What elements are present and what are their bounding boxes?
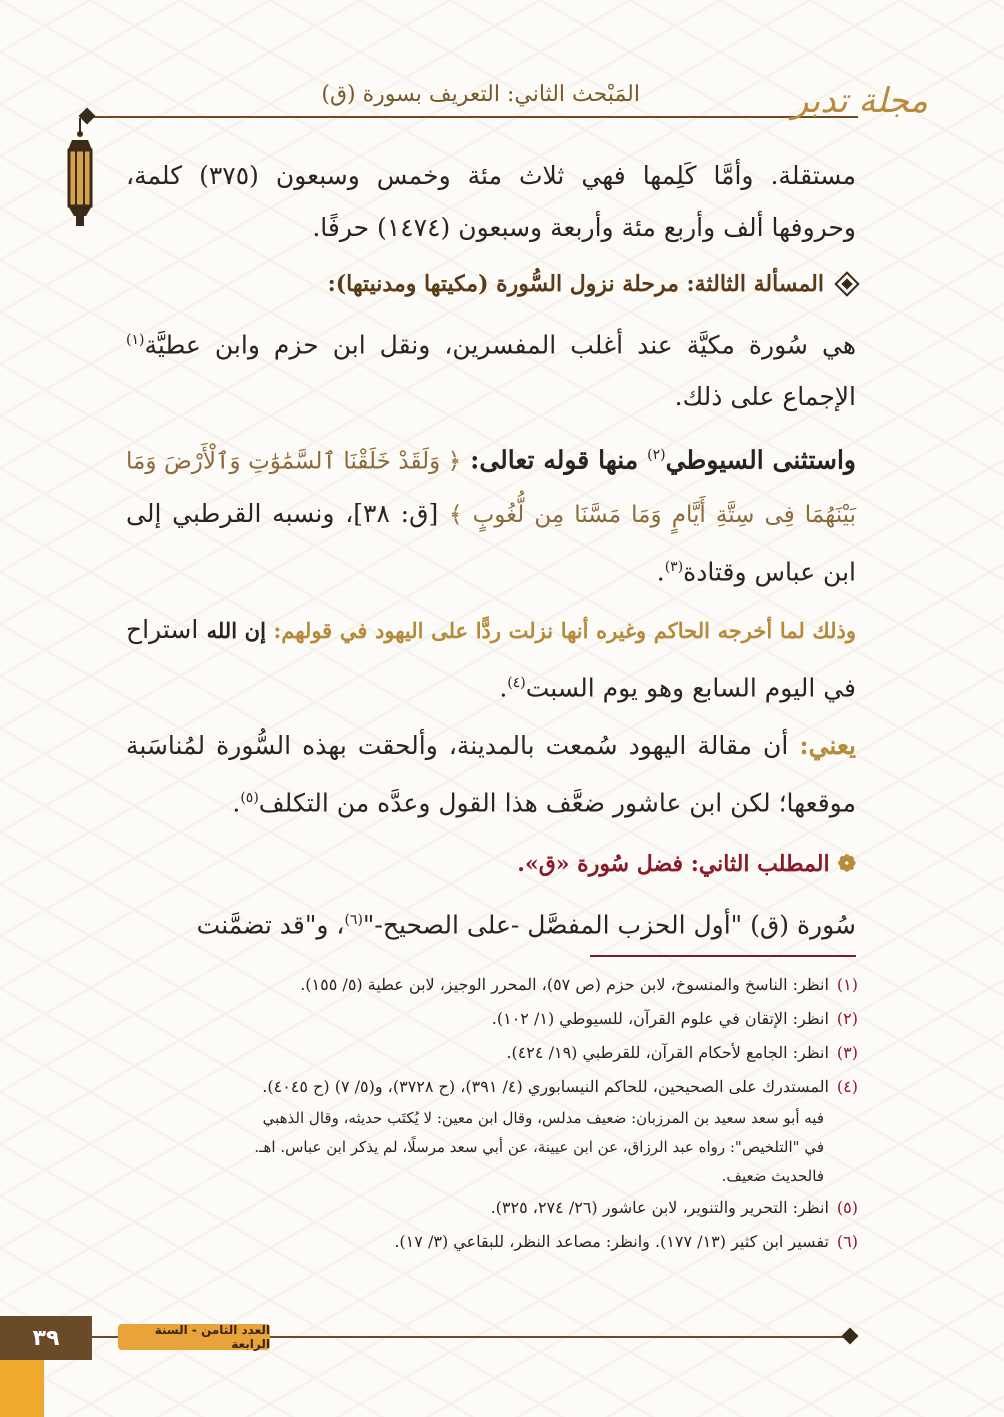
- paragraph-word-count: مستقلة. وأمَّا كَلِمها فهي ثلاث مئة وخمس وسبعون (٣٧٥) كلمة، وحروفها ألف وأربع مئة وأربعة وسبعون (١٤٧٤) حرفًا.: [126, 161, 856, 242]
- paragraph-report: وذلك لما أخرجه الحاكم وغيره أنها نزلت ردًّا على اليهود في قولهم: إن الله استراح في اليوم السابع وهو يوم السبت$^{(٤)}$.: [126, 614, 856, 703]
- paragraph-virtue: سُورة (ق) "أول الحزب المفصَّل -على الصحيح-"$^{(٦)}$، و"قد تضمَّنت: [196, 909, 856, 939]
- paragraph-exception: واستثنى السيوطي$^{(٢)}$ منها قوله تعالى: ﴿ وَلَقَدْ خَلَقْنَا ٱلسَّمَٰوَٰتِ وَٱلْأَرْضَ وَمَا بَيْنَهُمَا فِى سِتَّةِ أَيَّامٍ وَمَا مَسَّنَا مِن لُّغُوبٍ ﴾ [ق: ٣٨]، ونسبه القرطبي إلى ابن عباس وقتادة$^{(٣)}$.: [126, 445, 856, 586]
- footnotes: [128, 968, 858, 1259]
- header-rule: [88, 116, 858, 118]
- magazine-logo: مجلة تدبر: [792, 81, 928, 121]
- quran-verse: ﴿ وَلَقَدْ خَلَقْنَا ٱلسَّمَٰوَٰتِ وَٱلْأَرْضَ وَمَا بَيْنَهُمَا فِى سِتَّةِ أَيَّامٍ وَمَا مَسَّنَا مِن لُّغُوبٍ ﴾: [126, 448, 856, 528]
- footnote-item: (٦)تفسير ابن كثير (١٣/ ١٧٧). وانظر: مصاعد النظر، للبقاعي (٣/ ١٧).: [394, 1232, 858, 1251]
- footnote-ref[interactable]: (٦): [344, 911, 363, 928]
- page-number: ٣٩: [0, 1316, 92, 1360]
- footnote-item: (٥)انظر: التحرير والتنوير، لابن عاشور (٢٦/ ٢٧٤، ٣٢٥).: [490, 1198, 858, 1217]
- footnote-item: (١)انظر: الناسخ والمنسوخ، لابن حزم (ص ٥٧)، المحرر الوجيز، لابن عطية (٥/ ١٥٥).: [300, 975, 858, 994]
- footnote-rule: [590, 955, 856, 957]
- flower-ornament-icon: ❁: [837, 850, 856, 877]
- footnote-ref[interactable]: (٤): [507, 674, 526, 691]
- chapter-title: المَبْحث الثاني: التعريف بسورة (ق): [321, 82, 640, 107]
- footnote-ref[interactable]: (٢): [647, 447, 666, 464]
- lantern-icon: [60, 118, 100, 238]
- heading-text: المسألة الثالثة: مرحلة نزول السُّورة (مكيتها ومدنيتها):: [327, 271, 824, 297]
- footnote-ref[interactable]: (٣): [664, 558, 684, 575]
- footnote-4-details: فيه أبو سعد سعيد بن المرزبان: ضعيف مدلس، وقال ابن معين: لا يُكتَب حديثه، وقال الذهبي في "التلخيص": رواه عبد الرزاق، عن ابن عيينة، عن أبي سعد مرسلًا، لم يذكر ابن عباس. اهـ. فالحديث ضعيف.: [254, 1109, 824, 1185]
- footnote-item: (٤)المستدرك على الصحيحين، للحاكم النيسابوري (٤/ ٣٩١)، (ح ٣٧٢٨)، و(٥/ ٧) (ح ٤٠٤٥).: [262, 1077, 858, 1096]
- heading-third-issue: [126, 264, 856, 304]
- section-heading-virtue: ❁المطلب الثاني: فضل سُورة «ق».: [517, 850, 856, 877]
- main-content: [126, 150, 856, 957]
- page-header: [60, 70, 940, 126]
- diamond-bullet-icon: [834, 271, 859, 296]
- issue-badge: العدد الثامن - السنة الرابعة: [118, 1324, 270, 1350]
- paragraph-makki: هي سُورة مكيَّة عند أغلب المفسرين، ونقل ابن حزم وابن عطيَّة$^{(١)}$ الإجماع على ذلك.: [126, 330, 856, 412]
- side-accent-strip: [0, 1360, 44, 1417]
- footnote-item: (٢)انظر: الإتقان في علوم القرآن، للسيوطي (١/ ١٠٢).: [491, 1009, 858, 1028]
- footnote-ref[interactable]: (٥): [240, 790, 259, 807]
- footnote-ref[interactable]: (١): [126, 332, 145, 348]
- paragraph-meaning: يعني: أن مقالة اليهود سُمعت بالمدينة، وألحقت بهذه السُّورة لمُناسَبة موقعها؛ لكن ابن عاشور ضعَّف هذا القول وعدَّه من التكلف$^{(٥)}$.: [126, 731, 856, 818]
- footnote-item: (٣)انظر: الجامع لأحكام القرآن، للقرطبي (١٩/ ٤٢٤).: [506, 1043, 858, 1062]
